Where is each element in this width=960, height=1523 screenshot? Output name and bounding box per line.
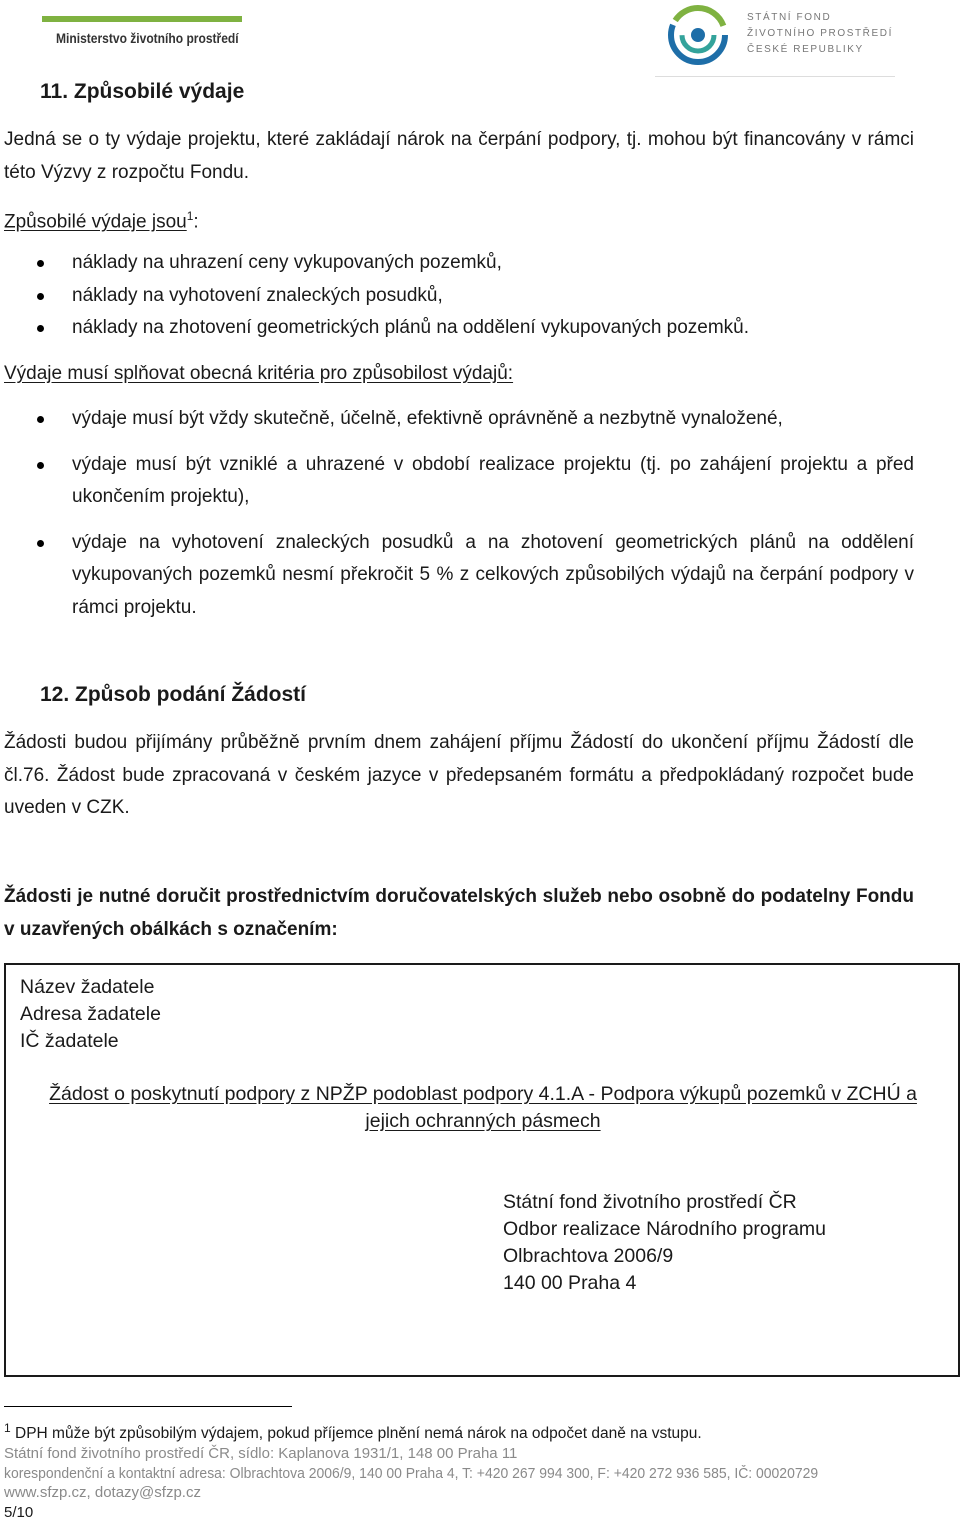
page-footer	[4, 1444, 956, 1522]
list-item: náklady na zhotovení geometrických plánů na oddělení vykupovaných pozemků.	[0, 312, 914, 345]
recipient-city: 140 00 Praha 4	[503, 1272, 637, 1294]
footnote-ref: 1	[186, 209, 194, 223]
footer-line-2: korespondenční a kontaktní adresa: Olbrachtova 2006/9, 140 00 Praha 4, T: +420 267 994 300, F: +420 272 936 585, IČ: 00020729	[4, 1464, 819, 1482]
footer-links[interactable]: www.sfzp.cz, dotazy@sfzp.cz	[4, 1484, 201, 1501]
section-12-paragraph-1: Žádosti budou přijímány průběžně prvním dnem zahájení příjmu Žádostí do ukončení příjmu Žádostí dle čl.76. Žádost bude zpracovaná v českém jazyce v předepsaném formátu a předpokládaný rozpočet bude uveden v CZK.	[4, 732, 914, 818]
bullet-icon	[37, 325, 44, 332]
sender-name: Název žadatele	[20, 976, 155, 998]
sfzp-logo-line-3: ČESKÉ REPUBLIKY	[747, 44, 864, 55]
envelope-subject: Žádost o poskytnutí podpory z NPŽP podoblast podpory 4.1.A - Podpora výkupů pozemků v ZCHÚ a jejich ochranných pásmech	[49, 1083, 917, 1132]
footnote-number: 1	[4, 1421, 11, 1435]
section-12-paragraph-2: Žádosti je nutné doručit prostřednictvím doručovatelských služeb nebo osobně do podatelny Fondu v uzavřených obálkách s označením:	[4, 886, 914, 940]
footnote-separator	[4, 1406, 292, 1407]
eligible-colon: :	[193, 211, 199, 233]
criteria-list	[0, 403, 914, 624]
list-item: výdaje musí být vždy skutečně, účelně, efektivně oprávněně a nezbytně vynaložené,	[0, 403, 914, 436]
footnote	[4, 1418, 702, 1444]
eligible-expenses-list	[0, 247, 914, 345]
section-12-title: 12. Způsob podání Žádostí	[40, 683, 307, 706]
sender-block	[20, 974, 161, 1055]
bullet-icon	[37, 462, 44, 469]
list-item: náklady na uhrazení ceny vykupovaných pozemků,	[0, 247, 914, 280]
bullet-icon	[37, 540, 44, 547]
ministry-logo-text: Ministerstvo životního prostředí	[56, 30, 239, 46]
section-11-intro: Jedná se o ty výdaje projektu, které zakládají nárok na čerpání podpory, tj. mohou být financovány v rámci této Výzvy z rozpočtu Fondu.	[4, 129, 914, 183]
recipient-block	[503, 1189, 826, 1297]
list-item: náklady na vyhotovení znaleckých posudků,	[0, 280, 914, 313]
sfzp-logo-icon	[667, 4, 729, 66]
eligible-expenses-label	[4, 200, 199, 239]
recipient-department: Odbor realizace Národního programu	[503, 1218, 827, 1240]
bullet-icon	[37, 260, 44, 267]
ministry-logo-bar	[42, 16, 242, 22]
sfzp-logo-line-2: ŽIVOTNÍHO PROSTŘEDÍ	[747, 28, 893, 39]
criteria-label: Výdaje musí splňovat obecná kritéria pro způsobilost výdajů:	[4, 363, 514, 384]
eligible-label-text: Způsobilé výdaje jsou	[4, 211, 187, 233]
bullet-icon	[37, 416, 44, 423]
envelope-label-box	[4, 963, 960, 1377]
header-rule	[655, 76, 895, 77]
list-item: výdaje na vyhotovení znaleckých posudků a na zhotovení geometrických plánů na oddělení vykupovaných pozemků nesmí překročit 5 % z celkových způsobilých výdajů na čerpání podpory v rámci projektu.	[0, 527, 914, 625]
bullet-icon	[37, 293, 44, 300]
sfzp-logo	[655, 0, 895, 78]
footer-line-1: Státní fond životního prostředí ČR, sídlo: Kaplanova 1931/1, 148 00 Praha 11	[4, 1445, 518, 1462]
section-11-title: 11. Způsobilé výdaje	[40, 80, 245, 103]
sender-id: IČ žadatele	[20, 1030, 119, 1052]
ministry-logo	[42, 12, 247, 52]
footnote-text: DPH může být způsobilým výdajem, pokud příjemce plnění nemá nárok na odpočet daně na vstupu.	[15, 1425, 702, 1443]
list-item: výdaje musí být vzniklé a uhrazené v období realizace projektu (tj. po zahájení projektu a před ukončením projektu),	[0, 449, 914, 514]
page-number: 5/10	[4, 1503, 34, 1521]
sender-address: Adresa žadatele	[20, 1003, 161, 1025]
recipient-name: Státní fond životního prostředí ČR	[503, 1191, 797, 1213]
sfzp-logo-line-1: STÁTNÍ FOND	[747, 12, 832, 23]
recipient-street: Olbrachtova 2006/9	[503, 1245, 674, 1267]
page-header	[0, 0, 960, 80]
